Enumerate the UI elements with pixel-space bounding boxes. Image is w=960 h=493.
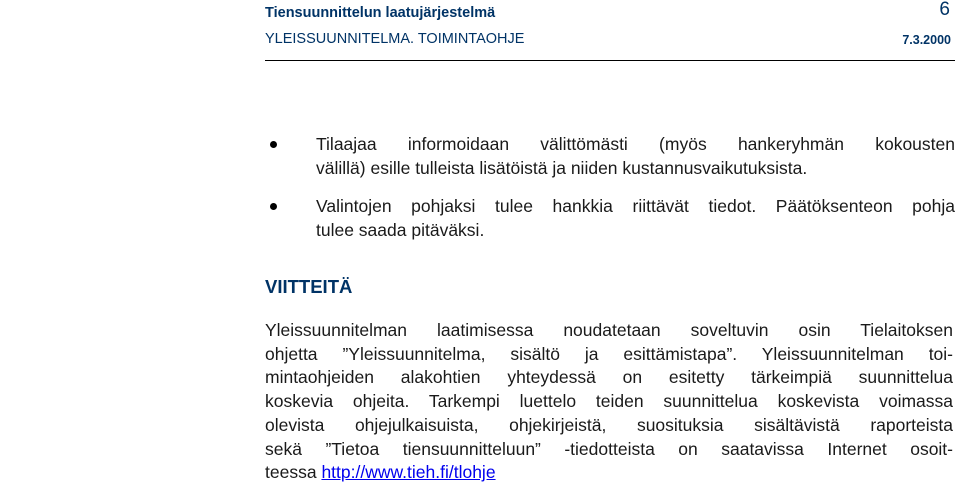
document-title: Tiensuunnittelun laatujärjestelmä: [265, 5, 496, 21]
bullet-line: tulee saada pitäväksi.: [316, 220, 485, 240]
page-header: [265, 0, 955, 61]
page-number: 6: [939, 0, 950, 20]
paragraph-line: olevista ohjejulkaisuista, ohjekirjeistä, suosituksia sisältävistä raporteista: [265, 414, 953, 435]
bullet-line: Valintojen pohjaksi tulee hankkia riittävät tiedot. Päätöksenteon pohja: [316, 196, 955, 216]
bullet-item: [265, 194, 955, 242]
bullet-line: välillä) esille tulleista lisätöistä ja niiden kustannusvaikutuksista.: [316, 158, 808, 178]
tlohje-link[interactable]: http://www.tieh.fi/tlohje: [321, 462, 496, 483]
document-subtitle: YLEISSUUNNITELMA. TOIMINTAOHJE: [265, 31, 525, 47]
paragraph-line: [265, 461, 953, 485]
bullet-list: [265, 132, 955, 256]
paragraph-line: Yleissuunnitelman laatimisessa noudatetaan soveltuvin osin Tielaitoksen: [265, 320, 953, 340]
section-paragraph: [265, 319, 953, 485]
paragraph-line: ohjetta ”Yleissuunnitelma, sisältö ja esittämistapa”. Yleissuunnitelman toi-: [265, 343, 953, 364]
paragraph-line: mintaohjeiden alakohtien yhteydessä on esitetty tärkeimpiä suunnittelua: [265, 367, 953, 388]
bullet-item: [265, 132, 955, 180]
bullet-line: Tilaajaa informoidaan välittömästi (myös hankeryhmän kokousten: [316, 134, 955, 154]
bullet-dot-icon: [270, 203, 277, 210]
bullet-dot-icon: [270, 141, 277, 148]
paragraph-line: koskevia ohjeita. Tarkempi luettelo teiden suunnittelua koskevista voimassa: [265, 391, 953, 412]
document-date: 7.3.2000: [902, 33, 951, 47]
section-heading: VIITTEITÄ: [265, 276, 353, 297]
paragraph-line: sekä ”Tietoa tiensuunnitteluun” -tiedotteista on saatavissa Internet osoit-: [265, 438, 953, 459]
paragraph-line-prefix: teessa: [265, 462, 322, 483]
